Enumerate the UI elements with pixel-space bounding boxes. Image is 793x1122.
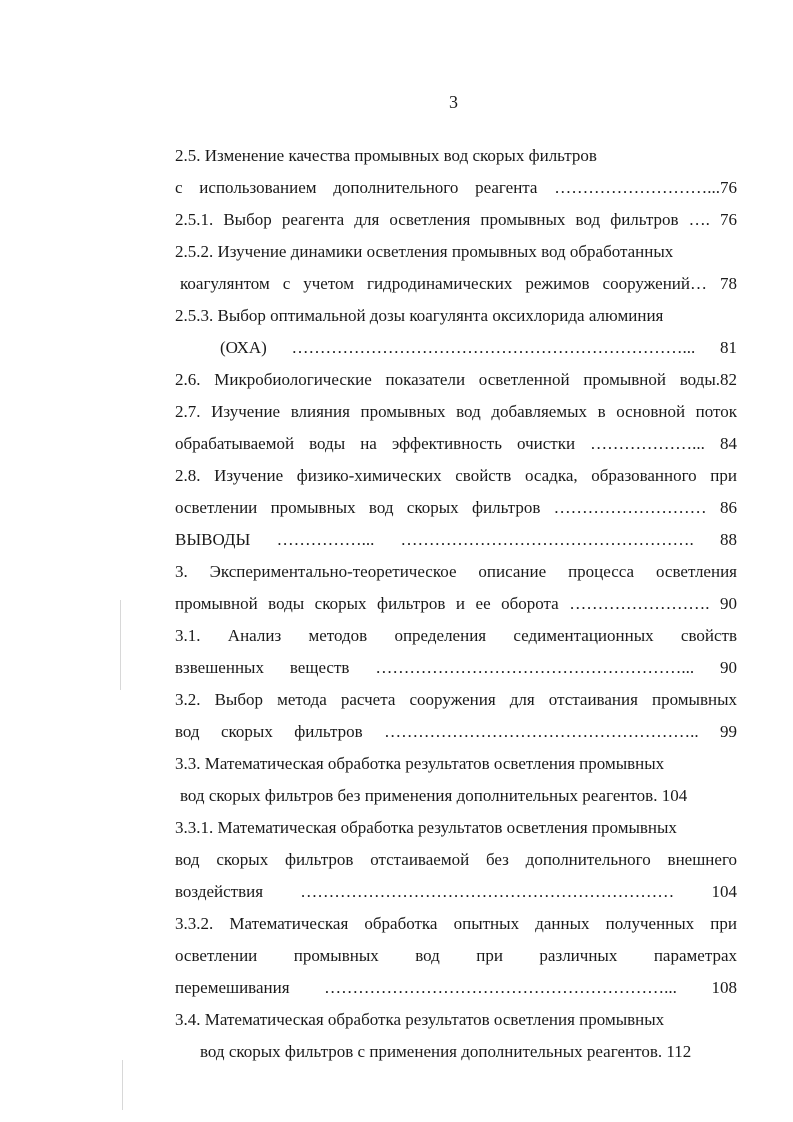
toc-line: 2.7. Изучение влияния промывных вод добавляемых в основной поток [175,402,737,421]
toc-line: 3.3.1. Математическая обработка результатов осветления промывных [175,818,677,837]
toc-line: (ОХА) ……………………………………………………………... 81 [220,338,737,357]
toc-line: осветлении промывных вод при различных параметрах [175,946,737,965]
toc-line: 3.3.2. Математическая обработка опытных данных полученных при [175,914,737,933]
toc-line: обрабатываемой воды на эффективность очистки ………………... 84 [175,434,737,453]
scan-edge-mark [120,600,121,690]
toc-line: вод скорых фильтров ……………………………………………….. 99 [175,722,737,741]
toc-line: перемешивания ……………………………………………………... 108 [175,978,737,997]
toc-line: 3.2. Выбор метода расчета сооружения для отстаивания промывных [175,690,737,709]
toc-line: вод скорых фильтров без применения дополнительных реагентов. 104 [180,786,688,805]
toc-line: ВЫВОДЫ ……………... ……………………………………………. 88 [175,530,737,549]
toc-line: 2.5. Изменение качества промывных вод скорых фильтров [175,146,597,165]
page-number: 3 [449,92,458,112]
toc-line: осветлении промывных вод скорых фильтров ……………………… 86 [175,498,737,517]
toc-line: промывной воды скорых фильтров и ее оборота ……………………. 90 [175,594,737,613]
toc-line: 3. Экспериментально-теоретическое описание процесса осветления [175,562,737,581]
toc-line: 2.5.1. Выбор реагента для осветления промывных вод фильтров …. 76 [175,210,737,229]
toc-line: с использованием дополнительного реагента ………………………...76 [175,178,737,197]
toc-line: вод скорых фильтров с применения дополнительных реагентов. 112 [200,1042,692,1061]
toc-line: 3.1. Анализ методов определения седиментационных свойств [175,626,737,645]
toc-line: 2.5.2. Изучение динамики осветления промывных вод обработанных [175,242,674,261]
toc-line: вод скорых фильтров отстаиваемой без дополнительного внешнего [175,850,737,869]
toc-line: 3.4. Математическая обработка результатов осветления промывных [175,1010,665,1029]
toc-line: 3.3. Математическая обработка результатов осветления промывных [175,754,665,773]
scan-edge-mark [122,1060,123,1110]
toc-line: воздействия ………………………………………………………… 104 [175,882,737,901]
toc-line: 2.5.3. Выбор оптимальной дозы коагулянта оксихлорида алюминия [175,306,664,325]
toc-line: 2.6. Микробиологические показатели осветленной промывной воды.82 [175,370,737,389]
toc-line: взвешенных веществ ………………………………………………... 90 [175,658,737,677]
toc-line: коагулянтом с учетом гидродинамических режимов сооружений… 78 [180,274,737,293]
toc-line: 2.8. Изучение физико-химических свойств осадка, образованного при [175,466,737,485]
